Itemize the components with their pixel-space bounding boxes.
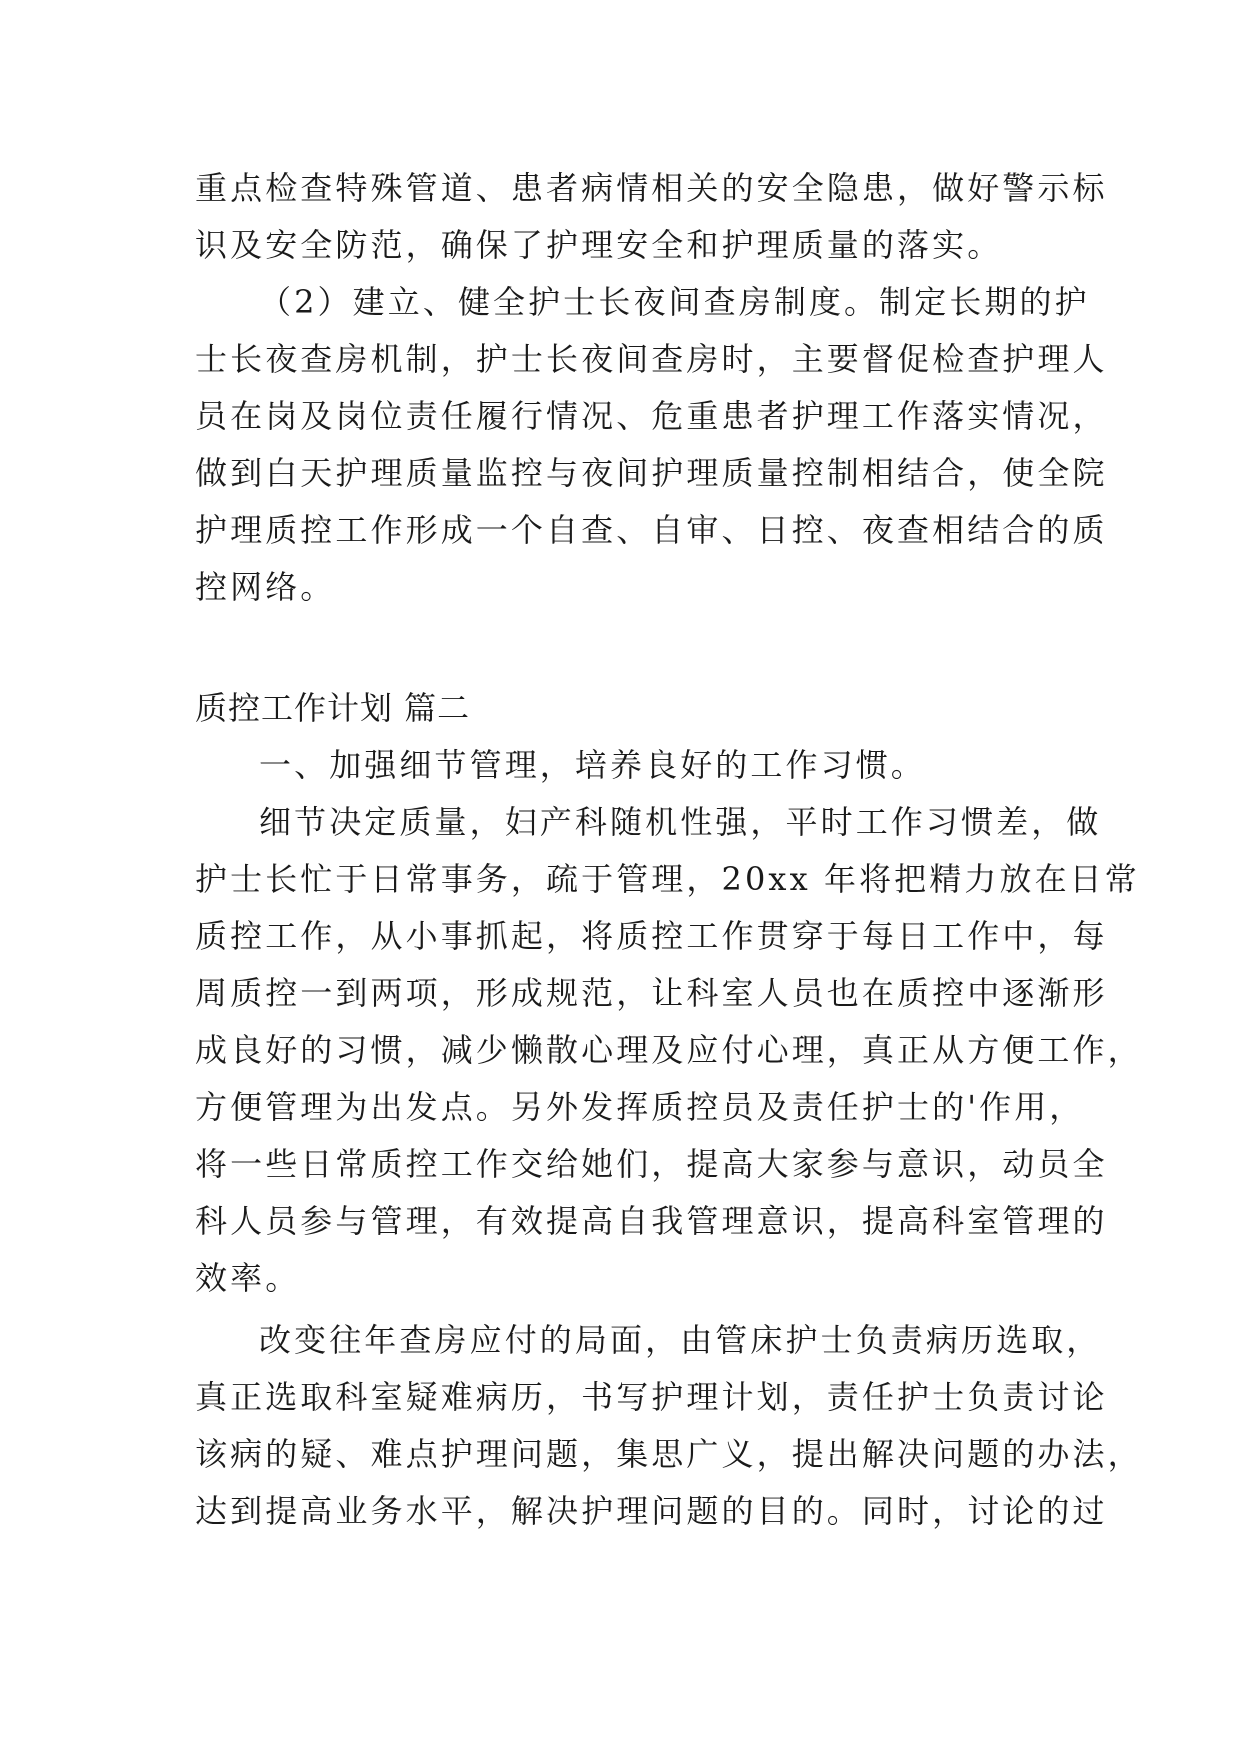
text-line: 效率。 xyxy=(195,1259,301,1297)
text-line: 护士长忙于日常事务，疏于管理，20xx 年将把精力放在日常 xyxy=(195,860,1140,898)
text-line: 质控工作，从小事抓起，将质控工作贯穿于每日工作中，每 xyxy=(195,917,1108,955)
text-line: 成良好的习惯，减少懒散心理及应付心理，真正从方便工作， xyxy=(195,1031,1143,1069)
text-line: 科人员参与管理，有效提高自我管理意识，提高科室管理的 xyxy=(195,1202,1108,1240)
paragraph-start-line: 细节决定质量，妇产科随机性强，平时工作习惯差，做 xyxy=(259,803,1102,841)
text-line: 护理质控工作形成一个自查、自审、日控、夜查相结合的质 xyxy=(195,511,1108,549)
text-line: 周质控一到两项，形成规范，让科室人员也在质控中逐渐形 xyxy=(195,974,1108,1012)
subsection-heading: 一、加强细节管理，培养良好的工作习惯。 xyxy=(259,746,926,784)
text-line: 识及安全防范，确保了护理安全和护理质量的落实。 xyxy=(195,226,1003,264)
text-line: 控网络。 xyxy=(195,568,336,606)
text-line: 重点检查特殊管道、患者病情相关的安全隐患，做好警示标 xyxy=(195,169,1108,207)
text-line: 方便管理为出发点。另外发挥质控员及责任护士的'作用， xyxy=(195,1088,1085,1126)
text-line: 士长夜查房机制，护士长夜间查房时，主要督促检查护理人 xyxy=(195,340,1108,378)
text-line: 达到提高业务水平，解决护理问题的目的。同时，讨论的过 xyxy=(195,1492,1108,1530)
paragraph-start-line: （2）建立、健全护士长夜间查房制度。制定长期的护 xyxy=(259,283,1090,321)
text-line: 真正选取科室疑难病历，书写护理计划，责任护士负责讨论 xyxy=(195,1378,1108,1416)
text-line: 做到白天护理质量监控与夜间护理质量控制相结合，使全院 xyxy=(195,454,1108,492)
text-line: 员在岗及岗位责任履行情况、危重患者护理工作落实情况， xyxy=(195,397,1108,435)
section-heading: 质控工作计划 篇二 xyxy=(195,689,471,727)
text-line: 该病的疑、难点护理问题，集思广义，提出解决问题的办法， xyxy=(195,1435,1143,1473)
paragraph-start-line: 改变往年查房应付的局面，由管床护士负责病历选取， xyxy=(259,1321,1102,1359)
text-line: 将一些日常质控工作交给她们，提高大家参与意识，动员全 xyxy=(195,1145,1108,1183)
